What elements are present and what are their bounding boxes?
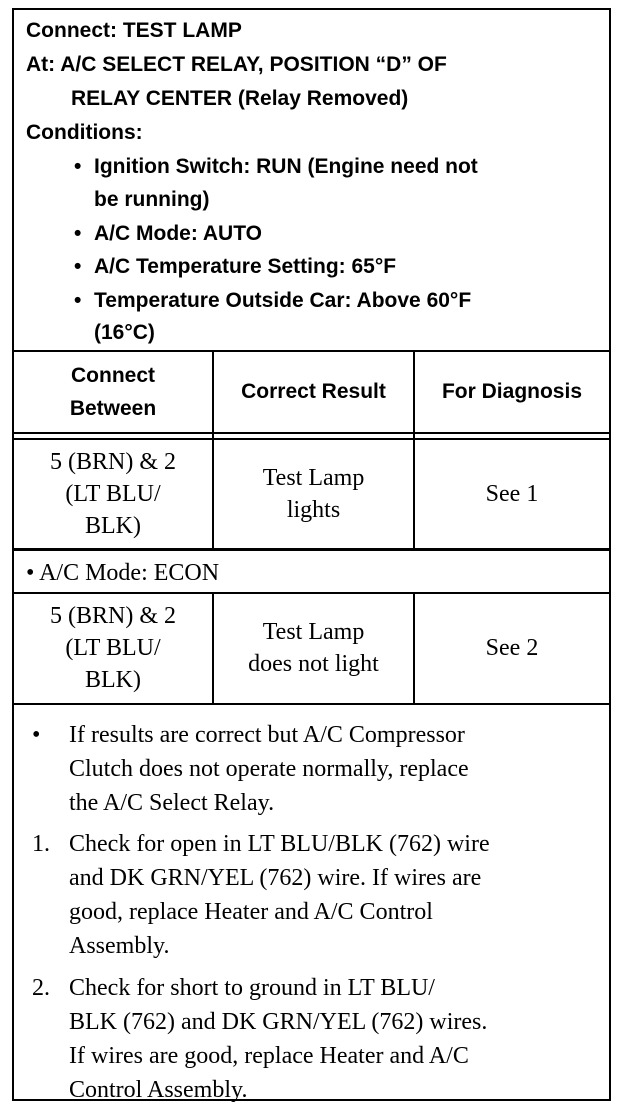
connect-line: Connect: TEST LAMP: [26, 19, 242, 42]
note-number: 1.: [32, 831, 50, 857]
table-row-1-connect: [14, 440, 212, 548]
cell-text: BLK): [85, 513, 141, 539]
note-line: If results are correct but A/C Compressor: [69, 722, 465, 748]
test-conditions-header: [14, 10, 609, 352]
condition-outside-temp: Temperature Outside Car: Above 60°F: [94, 289, 472, 312]
column-header-result: Correct Result: [241, 380, 386, 403]
note-line: If wires are good, replace Heater and A/C: [69, 1043, 469, 1069]
note-line: BLK (762) and DK GRN/YEL (762) wires.: [69, 1009, 488, 1035]
row-rule: [14, 703, 609, 705]
note-line: Check for open in LT BLU/BLK (762) wire: [69, 831, 490, 857]
cell-text: BLK): [85, 667, 141, 693]
note-line: good, replace Heater and A/C Control: [69, 899, 433, 925]
cell-text: Test Lamp: [262, 465, 365, 491]
note-line: the A/C Select Relay.: [69, 790, 275, 816]
bullet-icon: •: [74, 155, 82, 178]
note-line: Assembly.: [69, 933, 170, 959]
cell-text: (LT BLU/: [65, 481, 161, 507]
diagnostic-chart: [12, 8, 611, 1101]
column-divider: [212, 352, 214, 438]
column-divider: [413, 352, 415, 438]
table-row-1-result: [214, 440, 413, 548]
cell-text: Test Lamp: [262, 619, 365, 645]
cell-text: 5 (BRN) & 2: [50, 449, 176, 475]
note-line: and DK GRN/YEL (762) wire. If wires are: [69, 865, 482, 891]
condition-ac-mode: A/C Mode: AUTO: [94, 222, 262, 245]
condition-ignition: Ignition Switch: RUN (Engine need not: [94, 155, 478, 178]
column-header-diagnosis: For Diagnosis: [441, 380, 583, 403]
note-line: Check for short to ground in LT BLU/: [69, 975, 435, 1001]
note-line: Control Assembly.: [69, 1077, 248, 1103]
condition-ignition-cont: be running): [94, 188, 210, 211]
condition-temp-setting: A/C Temperature Setting: 65°F: [94, 255, 397, 278]
at-line: At: A/C SELECT RELAY, POSITION “D” OF: [26, 53, 447, 76]
at-line-cont: RELAY CENTER (Relay Removed): [71, 87, 409, 110]
conditions-label: Conditions:: [26, 121, 143, 144]
table-row-1-diagnosis: See 1: [485, 481, 539, 507]
header-rule: [14, 432, 609, 434]
condition-outside-temp-cont: (16°C): [94, 321, 155, 344]
row-rule: [14, 548, 609, 551]
note-1: [69, 827, 594, 963]
column-header-text: Between: [69, 397, 157, 420]
column-header-text: Connect: [71, 364, 155, 387]
note-number: 2.: [32, 975, 50, 1001]
table-row-2-connect: [14, 594, 212, 702]
cell-text: lights: [286, 497, 341, 523]
bullet-icon: •: [74, 222, 82, 245]
table-row-2-diagnosis: See 2: [485, 635, 539, 661]
note-line: Clutch does not operate normally, replace: [69, 756, 469, 782]
note-2: [69, 971, 594, 1107]
cell-text: (LT BLU/: [65, 635, 161, 661]
cell-text: does not light: [248, 651, 379, 677]
bullet-icon: •: [74, 255, 82, 278]
cell-text: 5 (BRN) & 2: [50, 603, 176, 629]
bullet-icon: •: [32, 722, 41, 748]
note-general: [69, 718, 594, 820]
table-row-2-result: [214, 594, 413, 702]
column-header-connect: [14, 352, 212, 432]
mode-note: • A/C Mode: ECON: [26, 560, 220, 586]
table-header: [14, 352, 609, 438]
bullet-icon: •: [74, 289, 82, 312]
